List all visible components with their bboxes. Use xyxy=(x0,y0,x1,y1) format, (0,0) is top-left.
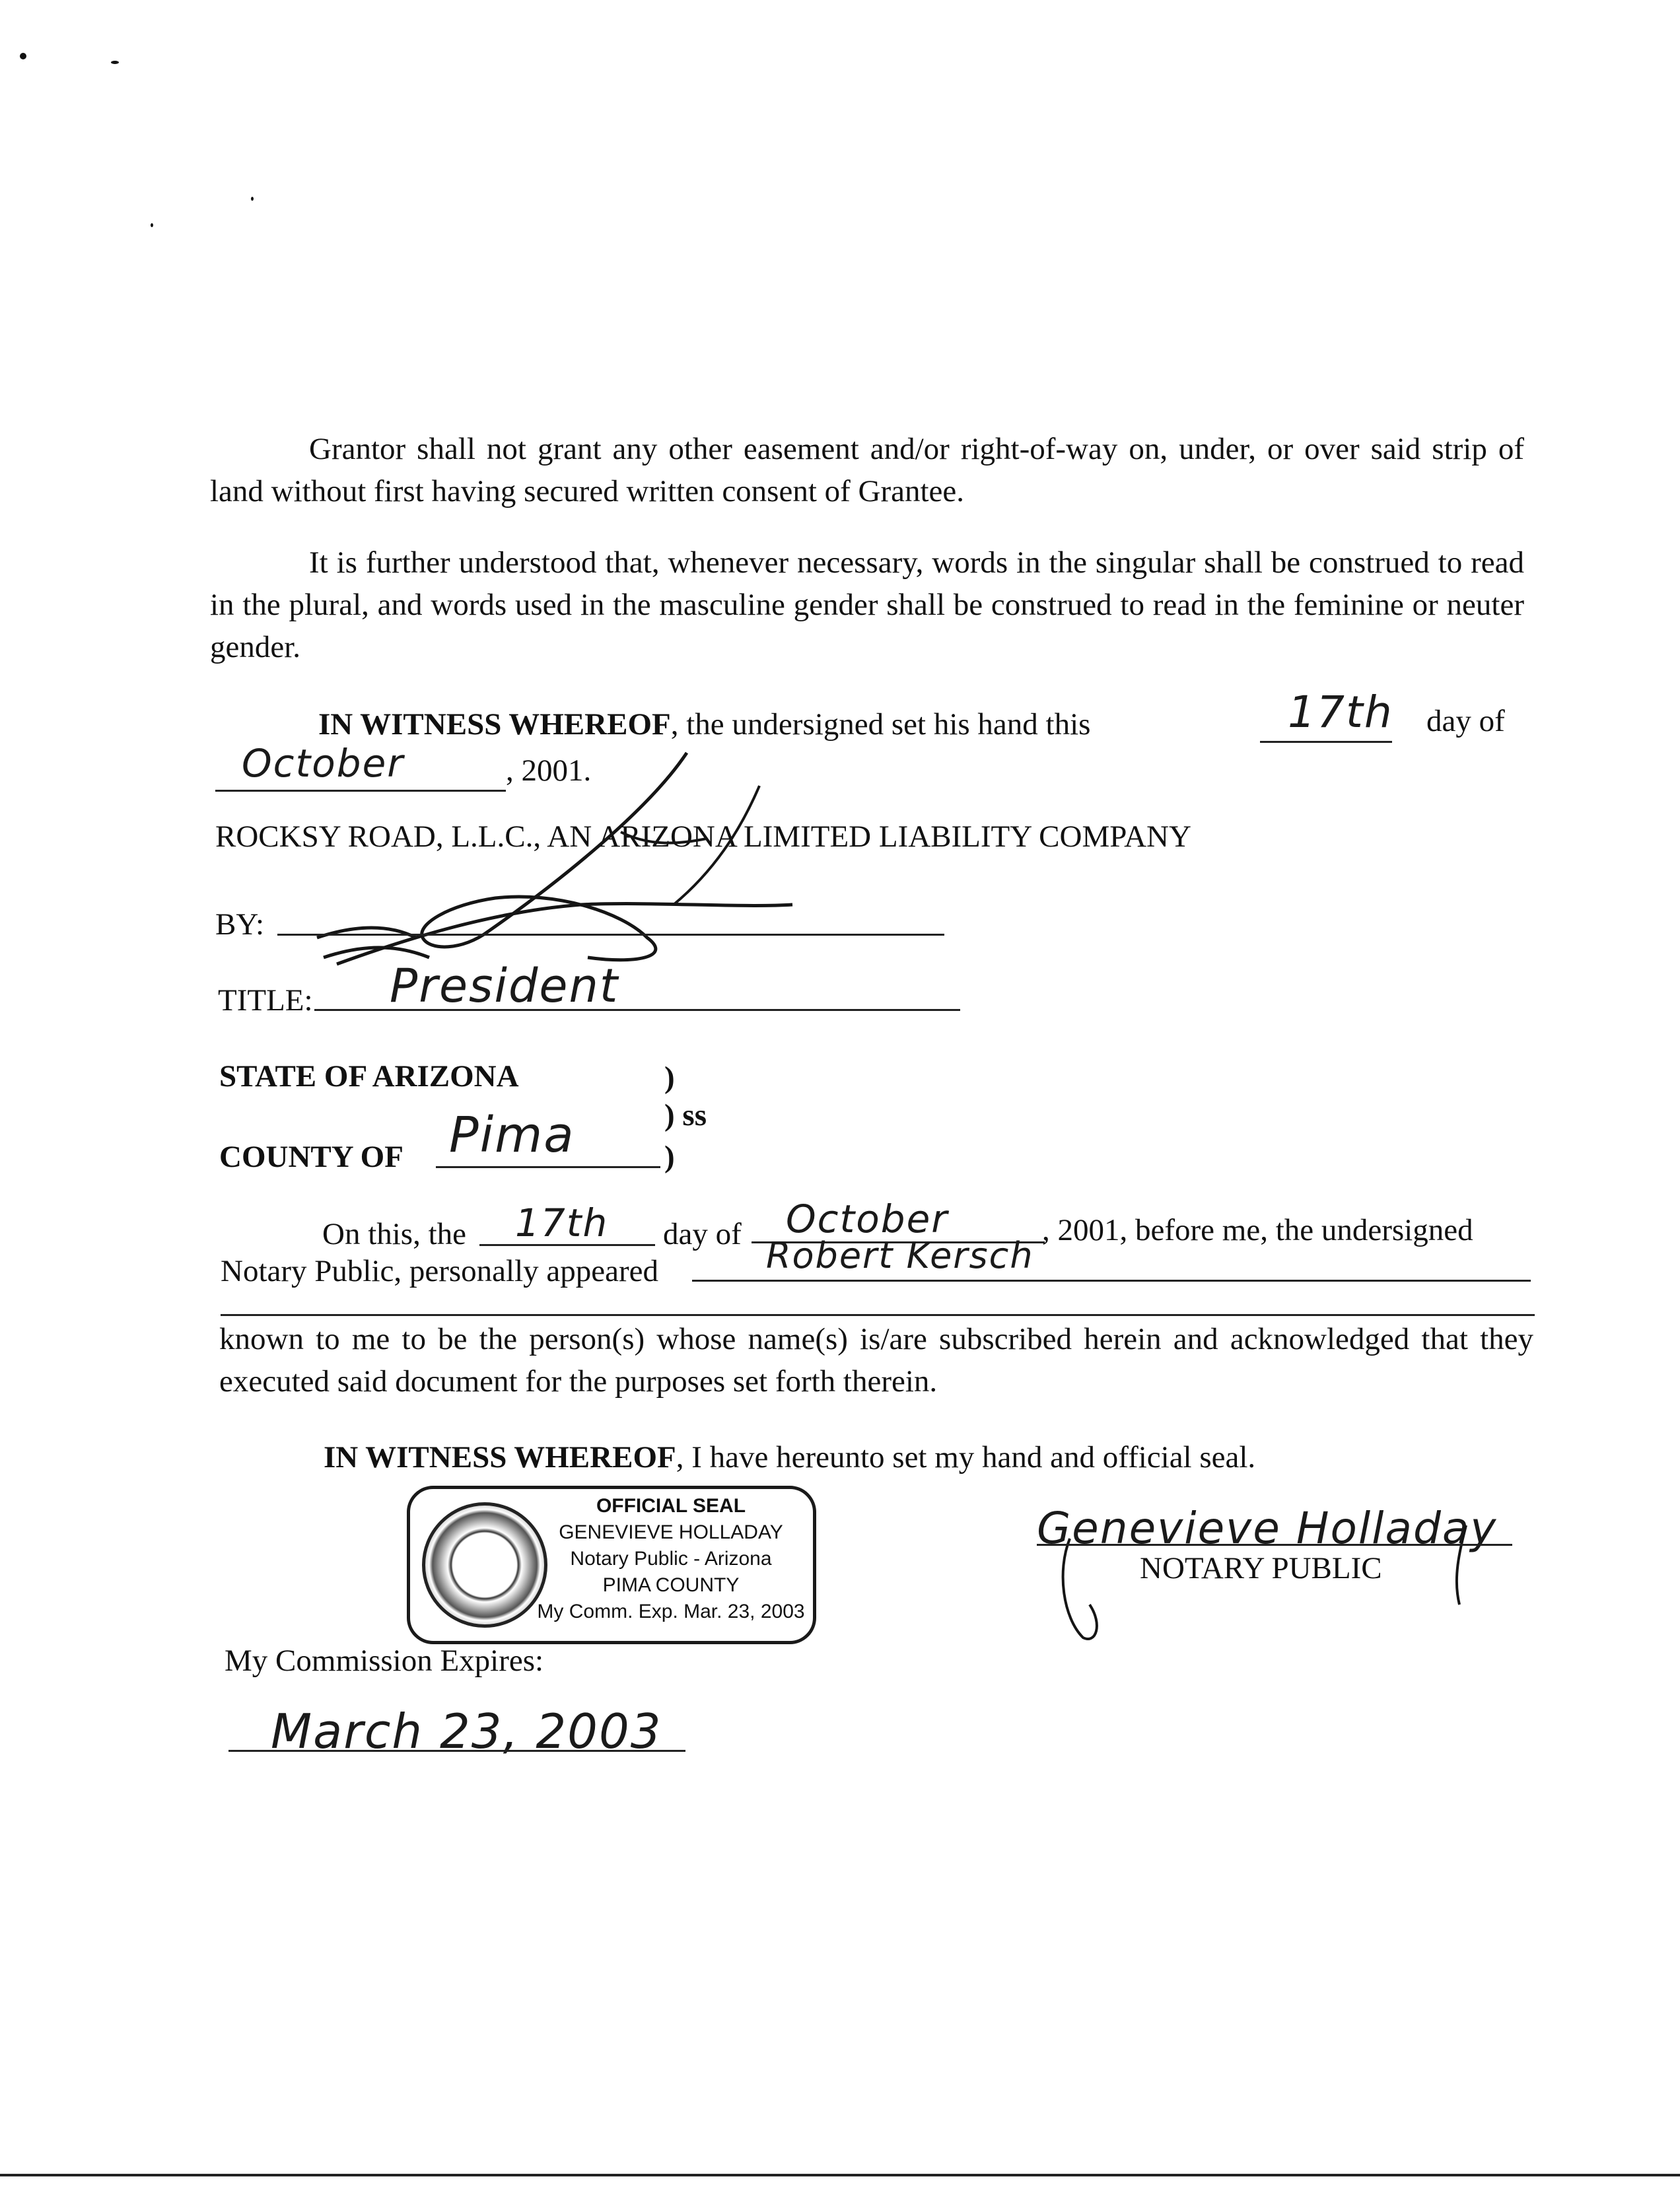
seal-line: My Comm. Exp. Mar. 23, 2003 xyxy=(537,1601,805,1622)
appeared-line-2 xyxy=(221,1314,1535,1316)
commission-line xyxy=(228,1750,685,1752)
by-signature-line xyxy=(277,934,944,936)
witness-heading-2: IN WITNESS WHEREOF xyxy=(324,1440,676,1475)
seal-line: GENEVIEVE HOLLADAY xyxy=(559,1521,783,1543)
day-blank xyxy=(1260,741,1392,743)
handwritten-month: October xyxy=(242,741,405,786)
notary-public-label: NOTARY PUBLIC xyxy=(1140,1551,1382,1585)
notary-seal-stamp xyxy=(407,1486,816,1644)
seal-line: OFFICIAL SEAL xyxy=(596,1495,746,1517)
scan-speck xyxy=(251,197,254,201)
company-name: ROCKSY ROAD, L.L.C., AN ARIZONA LIMITED LIABILITY COMPANY xyxy=(215,819,1191,854)
scan-speck xyxy=(20,53,26,59)
venue-paren: ) xyxy=(664,1140,675,1174)
handwritten-day: 17th xyxy=(1288,687,1393,738)
venue-ss: ) ss xyxy=(664,1098,707,1132)
appeared-line xyxy=(692,1280,1531,1282)
notary-appeared-text: Notary Public, personally appeared xyxy=(221,1254,659,1288)
day-of-text: day of xyxy=(663,1217,742,1251)
acknowledgement-paragraph: known to me to be the person(s) whose name(s) is/are subscribed herein and acknowledged that they executed said document for the purposes set forth therein. xyxy=(219,1322,1533,1399)
grantor-paragraph: Grantor shall not grant any other easement and/or right-of-way on, under, or over said strip of land without first having secured written consent of Grantee. xyxy=(210,432,1524,508)
state-label: STATE OF ARIZONA xyxy=(219,1059,519,1094)
day-of-text: day of xyxy=(1426,704,1505,738)
scan-speck xyxy=(111,61,119,64)
handwritten-commission-date: March 23, 2003 xyxy=(271,1704,662,1759)
by-label: BY: xyxy=(215,907,265,942)
seal-line: PIMA COUNTY xyxy=(602,1574,740,1596)
notary-signature: Genevieve Holladay xyxy=(1037,1503,1498,1554)
venue-paren: ) xyxy=(664,1060,675,1095)
year-text: , 2001. xyxy=(506,753,592,788)
seal-text-block xyxy=(536,1493,806,1625)
page-bottom-rule xyxy=(0,2174,1680,2176)
county-label: COUNTY OF xyxy=(219,1140,403,1174)
president-signature xyxy=(277,740,872,977)
state-seal-emblem xyxy=(422,1502,547,1628)
witness-text-2: , I have hereunto set my hand and official seal. xyxy=(676,1440,1256,1475)
witness-line xyxy=(318,707,1090,742)
seal-line: Notary Public - Arizona xyxy=(570,1548,772,1570)
witness-text: , the undersigned set his hand this xyxy=(670,707,1091,742)
witness-line-2 xyxy=(324,1440,1255,1475)
construction-paragraph: It is further understood that, whenever necessary, words in the singular shall be construed to read in the plural, and words used in the masculine gender shall be construed to read in the feminine or neuter gender. xyxy=(210,545,1524,664)
handwritten-ack-day: 17th xyxy=(515,1200,609,1245)
county-line xyxy=(436,1166,660,1168)
title-label: TITLE: xyxy=(218,983,313,1018)
ack-year-text: , 2001, before me, the undersigned xyxy=(1042,1213,1473,1247)
on-this-text: On this, the xyxy=(322,1217,467,1251)
handwritten-county: Pima xyxy=(449,1107,575,1163)
scan-speck xyxy=(151,223,153,227)
handwritten-title: President xyxy=(390,959,619,1013)
witness-heading: IN WITNESS WHEREOF xyxy=(318,707,671,742)
handwritten-ack-month: October xyxy=(786,1197,949,1241)
handwritten-appeared-name: Robert Kersch xyxy=(766,1235,1034,1276)
notary-signature-line xyxy=(1037,1544,1512,1546)
commission-label: My Commission Expires: xyxy=(225,1644,544,1678)
